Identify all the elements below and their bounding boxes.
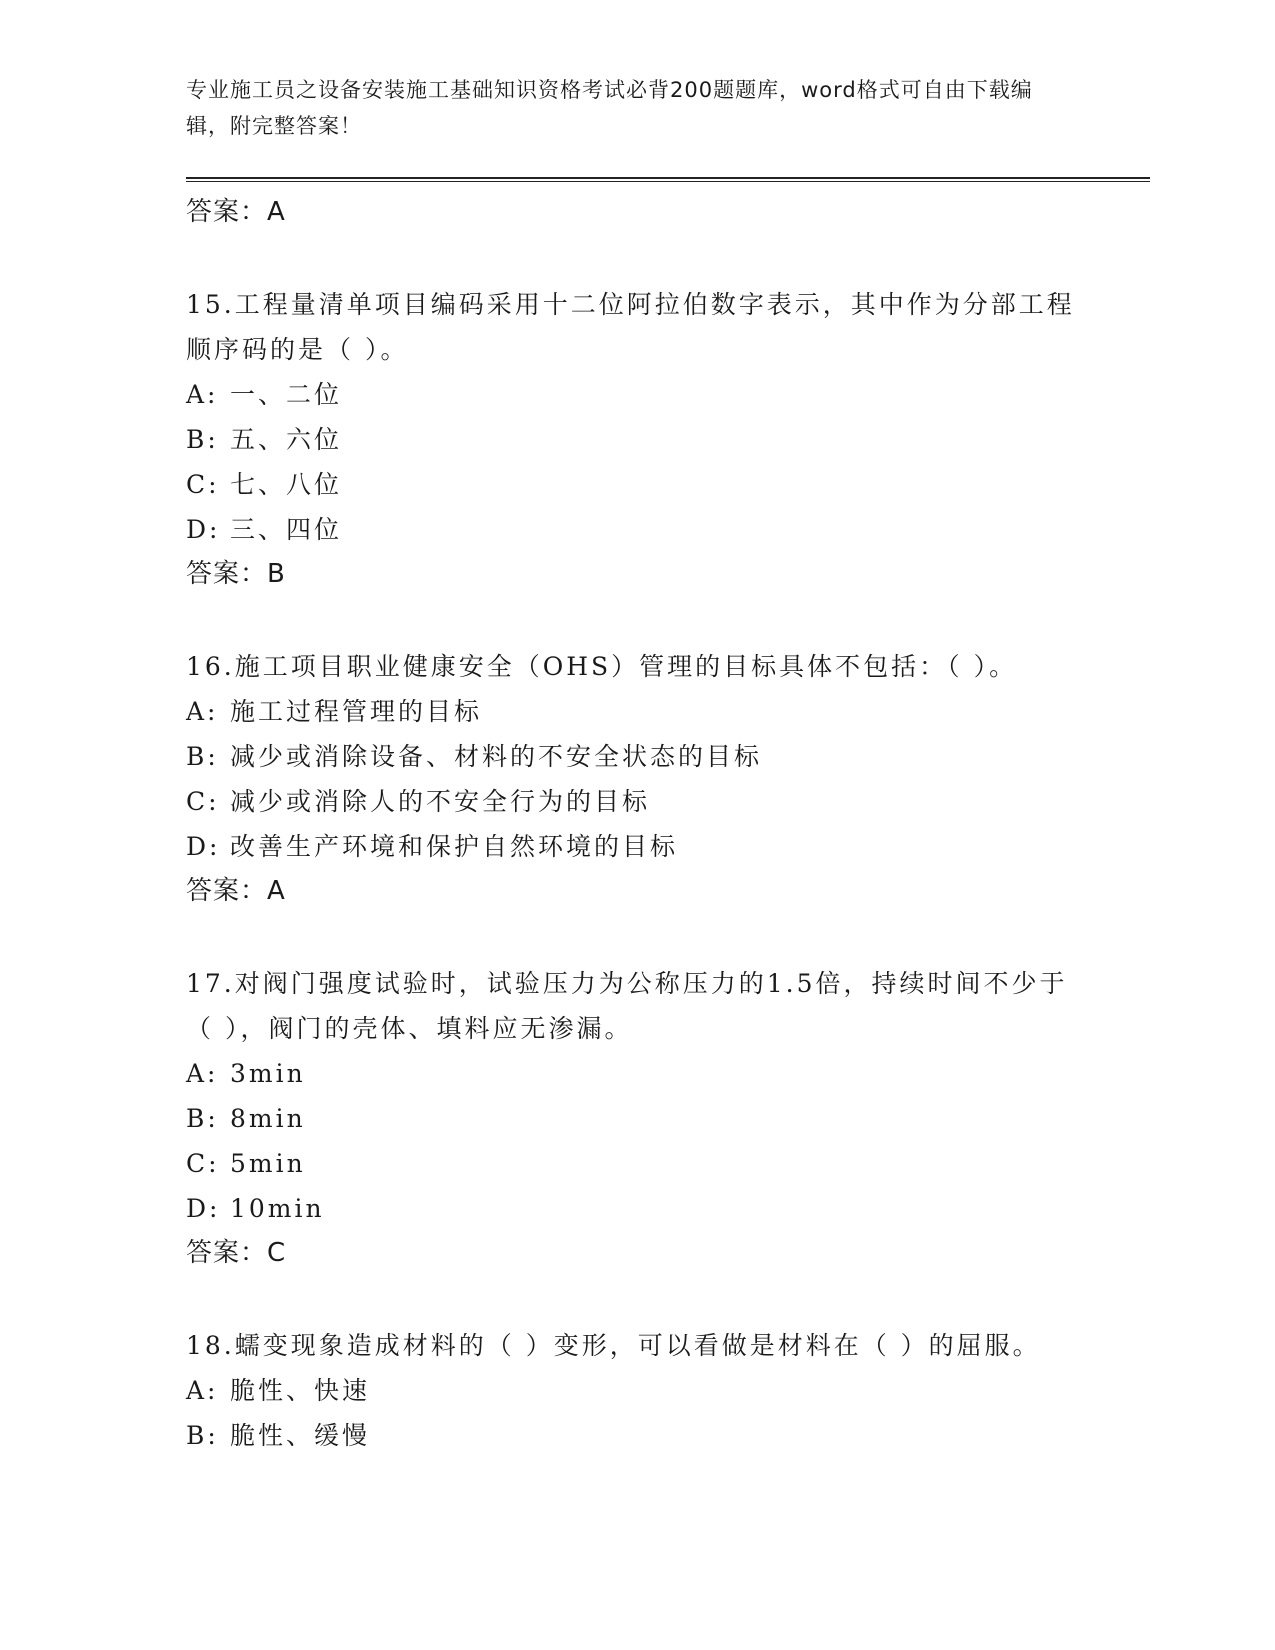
option-label: D: (186, 832, 221, 861)
header-rule-thin (186, 181, 1150, 182)
answer-value: A (267, 876, 286, 906)
option-c (186, 1141, 1086, 1186)
option-text: 10min (230, 1194, 325, 1223)
answer-line (186, 869, 1086, 913)
option-a (186, 689, 1086, 734)
option-text: 施工过程管理的目标 (230, 697, 483, 726)
option-d (186, 507, 1086, 552)
answer-label: 答案： (186, 876, 268, 906)
option-a (186, 1051, 1086, 1096)
option-label: B: (186, 1421, 219, 1450)
option-label: D: (186, 1194, 221, 1223)
option-label: C: (186, 787, 220, 816)
option-text: 脆性、缓慢 (230, 1421, 371, 1450)
option-a (186, 1368, 1086, 1413)
option-text: 3min (230, 1059, 306, 1088)
header-rule (186, 177, 1150, 179)
question-text: 15.工程量清单项目编码采用十二位阿拉伯数字表示，其中作为分部工程顺序码的是（ ）。 (186, 290, 1075, 364)
question-block-16 (186, 644, 1086, 913)
answer-line (186, 190, 1086, 234)
option-label: A: (186, 697, 219, 726)
question-block-18 (186, 1323, 1086, 1458)
question-block-17 (186, 961, 1086, 1275)
answer-value: C (267, 1238, 287, 1268)
question-text: 18.蠕变现象造成材料的（ ）变形，可以看做是材料在（ ）的屈服。 (186, 1331, 1041, 1360)
question-text: 17.对阀门强度试验时，试验压力为公称压力的1.5倍，持续时间不少于（ ），阀门的壳体、填料应无渗漏。 (186, 969, 1068, 1043)
option-text: 减少或消除人的不安全行为的目标 (230, 787, 651, 816)
answer-label: 答案： (186, 559, 268, 589)
option-text: 五、六位 (230, 425, 343, 454)
option-text: 一、二位 (230, 380, 343, 409)
option-label: C: (186, 470, 220, 499)
answer-line (186, 1231, 1086, 1275)
question-block-15 (186, 282, 1086, 596)
answer-value: B (267, 559, 286, 589)
question-text: 16.施工项目职业健康安全（OHS）管理的目标具体不包括：（ ）。 (186, 652, 1018, 681)
option-text: 5min (230, 1149, 306, 1178)
option-label: A: (186, 1376, 219, 1405)
option-text: 三、四位 (230, 515, 343, 544)
option-a (186, 372, 1086, 417)
option-b (186, 734, 1086, 779)
option-label: A: (186, 1059, 219, 1088)
option-text: 改善生产环境和保护自然环境的目标 (230, 832, 679, 861)
option-d (186, 824, 1086, 869)
option-text: 8min (230, 1104, 306, 1133)
option-label: B: (186, 425, 219, 454)
option-label: D: (186, 515, 221, 544)
option-text: 脆性、快速 (230, 1376, 371, 1405)
option-text: 减少或消除设备、材料的不安全状态的目标 (230, 742, 763, 771)
option-b (186, 1096, 1086, 1141)
option-b (186, 1413, 1086, 1458)
option-d (186, 1186, 1086, 1231)
answer-label: 答案： (186, 1238, 268, 1268)
document-header: 专业施工员之设备安装施工基础知识资格考试必背200题题库，word格式可自由下载编辑，附完整答案！ (186, 78, 1033, 138)
option-label: B: (186, 742, 219, 771)
option-text: 七、八位 (230, 470, 343, 499)
answer-value: A (267, 197, 286, 227)
option-label: B: (186, 1104, 219, 1133)
answer-line (186, 552, 1086, 596)
option-label: C: (186, 1149, 220, 1178)
answer-label: 答案： (186, 197, 268, 227)
option-c (186, 462, 1086, 507)
option-b (186, 417, 1086, 462)
question-list (186, 190, 1086, 1458)
option-c (186, 779, 1086, 824)
option-label: A: (186, 380, 219, 409)
